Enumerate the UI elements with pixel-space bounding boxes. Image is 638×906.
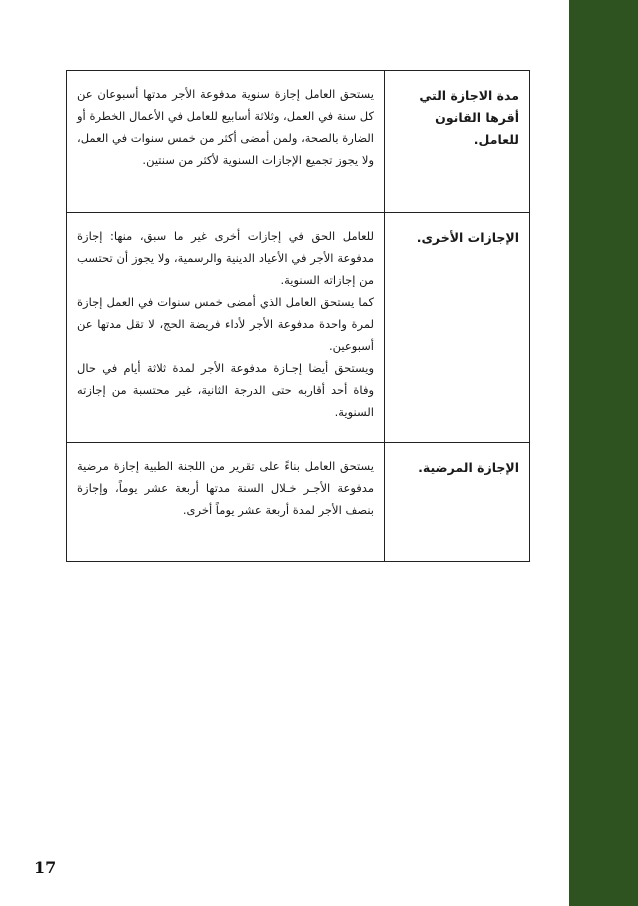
table-row-annual-leave xyxy=(67,71,530,213)
row-label-sick-leave: الإجازة المرضية. xyxy=(385,443,530,562)
paragraph: كما يستحق العامل الذي أمضى خمس سنوات في العمل إجازة لمرة واحدة مدفوعة الأجر لأداء فريضة الحج، لا تقل مدتها عن أسبوعين. xyxy=(77,295,374,353)
paragraph: يستحق العامل إجازة سنوية مدفوعة الأجر مدتها أسبوعان عن كل سنة في العمل، وثلاثة أسابيع للعامل في الأعمال الخطرة أو الضارة بالصحة، ولمن أمضى أكثر من خمس سنوات في العمل، ولا يجوز تجميع الإجازات السنوية لأكثر من سنتين. xyxy=(77,87,374,167)
page-number: 17 xyxy=(34,858,57,877)
row-label-annual-leave: مدة الاجازة التي أقرها القانون للعامل. xyxy=(385,71,530,213)
row-text-other-leaves xyxy=(67,213,385,443)
side-color-band xyxy=(569,0,638,906)
row-label-other-leaves: الإجازات الأخرى. xyxy=(385,213,530,443)
leave-rights-table xyxy=(66,70,530,562)
paragraph: للعامل الحق في إجازات أخرى غير ما سبق، منها: إجازة مدفوعة الأجر في الأعياد الدينية والرسمية، ولا يجوز أن تحتسب من إجازاته السنوية. xyxy=(77,229,374,287)
table-row-sick-leave xyxy=(67,443,530,562)
row-text-annual-leave xyxy=(67,71,385,213)
table-row-other-leaves xyxy=(67,213,530,443)
row-text-sick-leave xyxy=(67,443,385,562)
paragraph: ويستحق أيضا إجـازة مدفوعة الأجر لمدة ثلاثة أيام في حال وفاة أحد أقاربه حتى الدرجة الثانية، غير محتسبة من إجازته السنوية. xyxy=(77,361,374,419)
paragraph: يستحق العامل بناءً على تقرير من اللجنة الطبية إجازة مرضية مدفوعة الأجـر خـلال السنة مدتها أربعة عشر يوماً، وإجازة بنصف الأجر لمدة أربعة عشر يوماً أخرى. xyxy=(77,459,374,517)
